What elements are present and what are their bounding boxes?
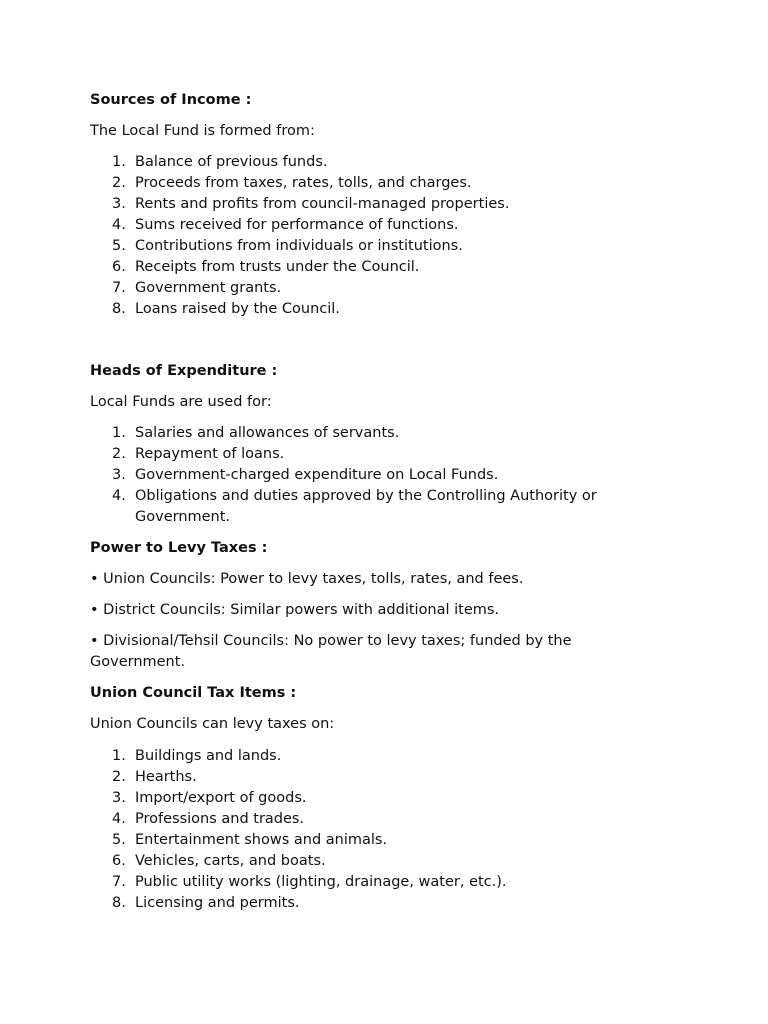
list-item: 2. Repayment of loans.: [112, 446, 285, 462]
list-item: 4. Professions and trades.: [112, 811, 305, 827]
tax-items-list: [90, 746, 650, 914]
document-page: [90, 90, 650, 914]
list-item: 4. Obligations and duties approved by the Controlling Authority or Government.: [112, 488, 597, 525]
list-item: 1. Salaries and allowances of servants.: [112, 425, 400, 441]
section-heading-tax-items: Union Council Tax Items :: [90, 685, 297, 701]
list-item: 5. Contributions from individuals or institutions.: [112, 238, 463, 254]
sources-intro: The Local Fund is formed from:: [90, 123, 315, 139]
list-item: 3. Government-charged expenditure on Local Funds.: [112, 467, 499, 483]
list-item: 5. Entertainment shows and animals.: [112, 832, 388, 848]
list-item: 4. Sums received for performance of functions.: [112, 217, 459, 233]
section-heading-expenditure: Heads of Expenditure :: [90, 363, 278, 379]
tax-items-intro: Union Councils can levy taxes on:: [90, 716, 335, 732]
list-item: 8. Licensing and permits.: [112, 895, 300, 911]
list-item: 7. Government grants.: [112, 280, 282, 296]
list-item: 8. Loans raised by the Council.: [112, 301, 340, 317]
list-item: 2. Proceeds from taxes, rates, tolls, and charges.: [112, 175, 472, 191]
list-item: 3. Import/export of goods.: [112, 790, 307, 806]
list-item: 6. Vehicles, carts, and boats.: [112, 853, 326, 869]
sources-list: [90, 152, 650, 320]
list-item: 3. Rents and profits from council-managed properties.: [112, 196, 510, 212]
list-item: 2. Hearths.: [112, 769, 197, 785]
list-item: 1. Balance of previous funds.: [112, 154, 328, 170]
levy-bullet-district: • District Councils: Similar powers with additional items.: [90, 602, 500, 618]
list-item: 1. Buildings and lands.: [112, 748, 282, 764]
expenditure-intro: Local Funds are used for:: [90, 394, 272, 410]
list-item: 7. Public utility works (lighting, drainage, water, etc.).: [112, 874, 507, 890]
list-item: 6. Receipts from trusts under the Council.: [112, 259, 420, 275]
section-heading-levy: Power to Levy Taxes :: [90, 540, 268, 556]
section-heading-sources: Sources of Income :: [90, 92, 252, 108]
levy-bullet-divisional: • Divisional/Tehsil Councils: No power to levy taxes; funded by the Government.: [90, 633, 572, 670]
levy-bullet-union: • Union Councils: Power to levy taxes, tolls, rates, and fees.: [90, 571, 524, 587]
expenditure-list: [90, 423, 650, 528]
